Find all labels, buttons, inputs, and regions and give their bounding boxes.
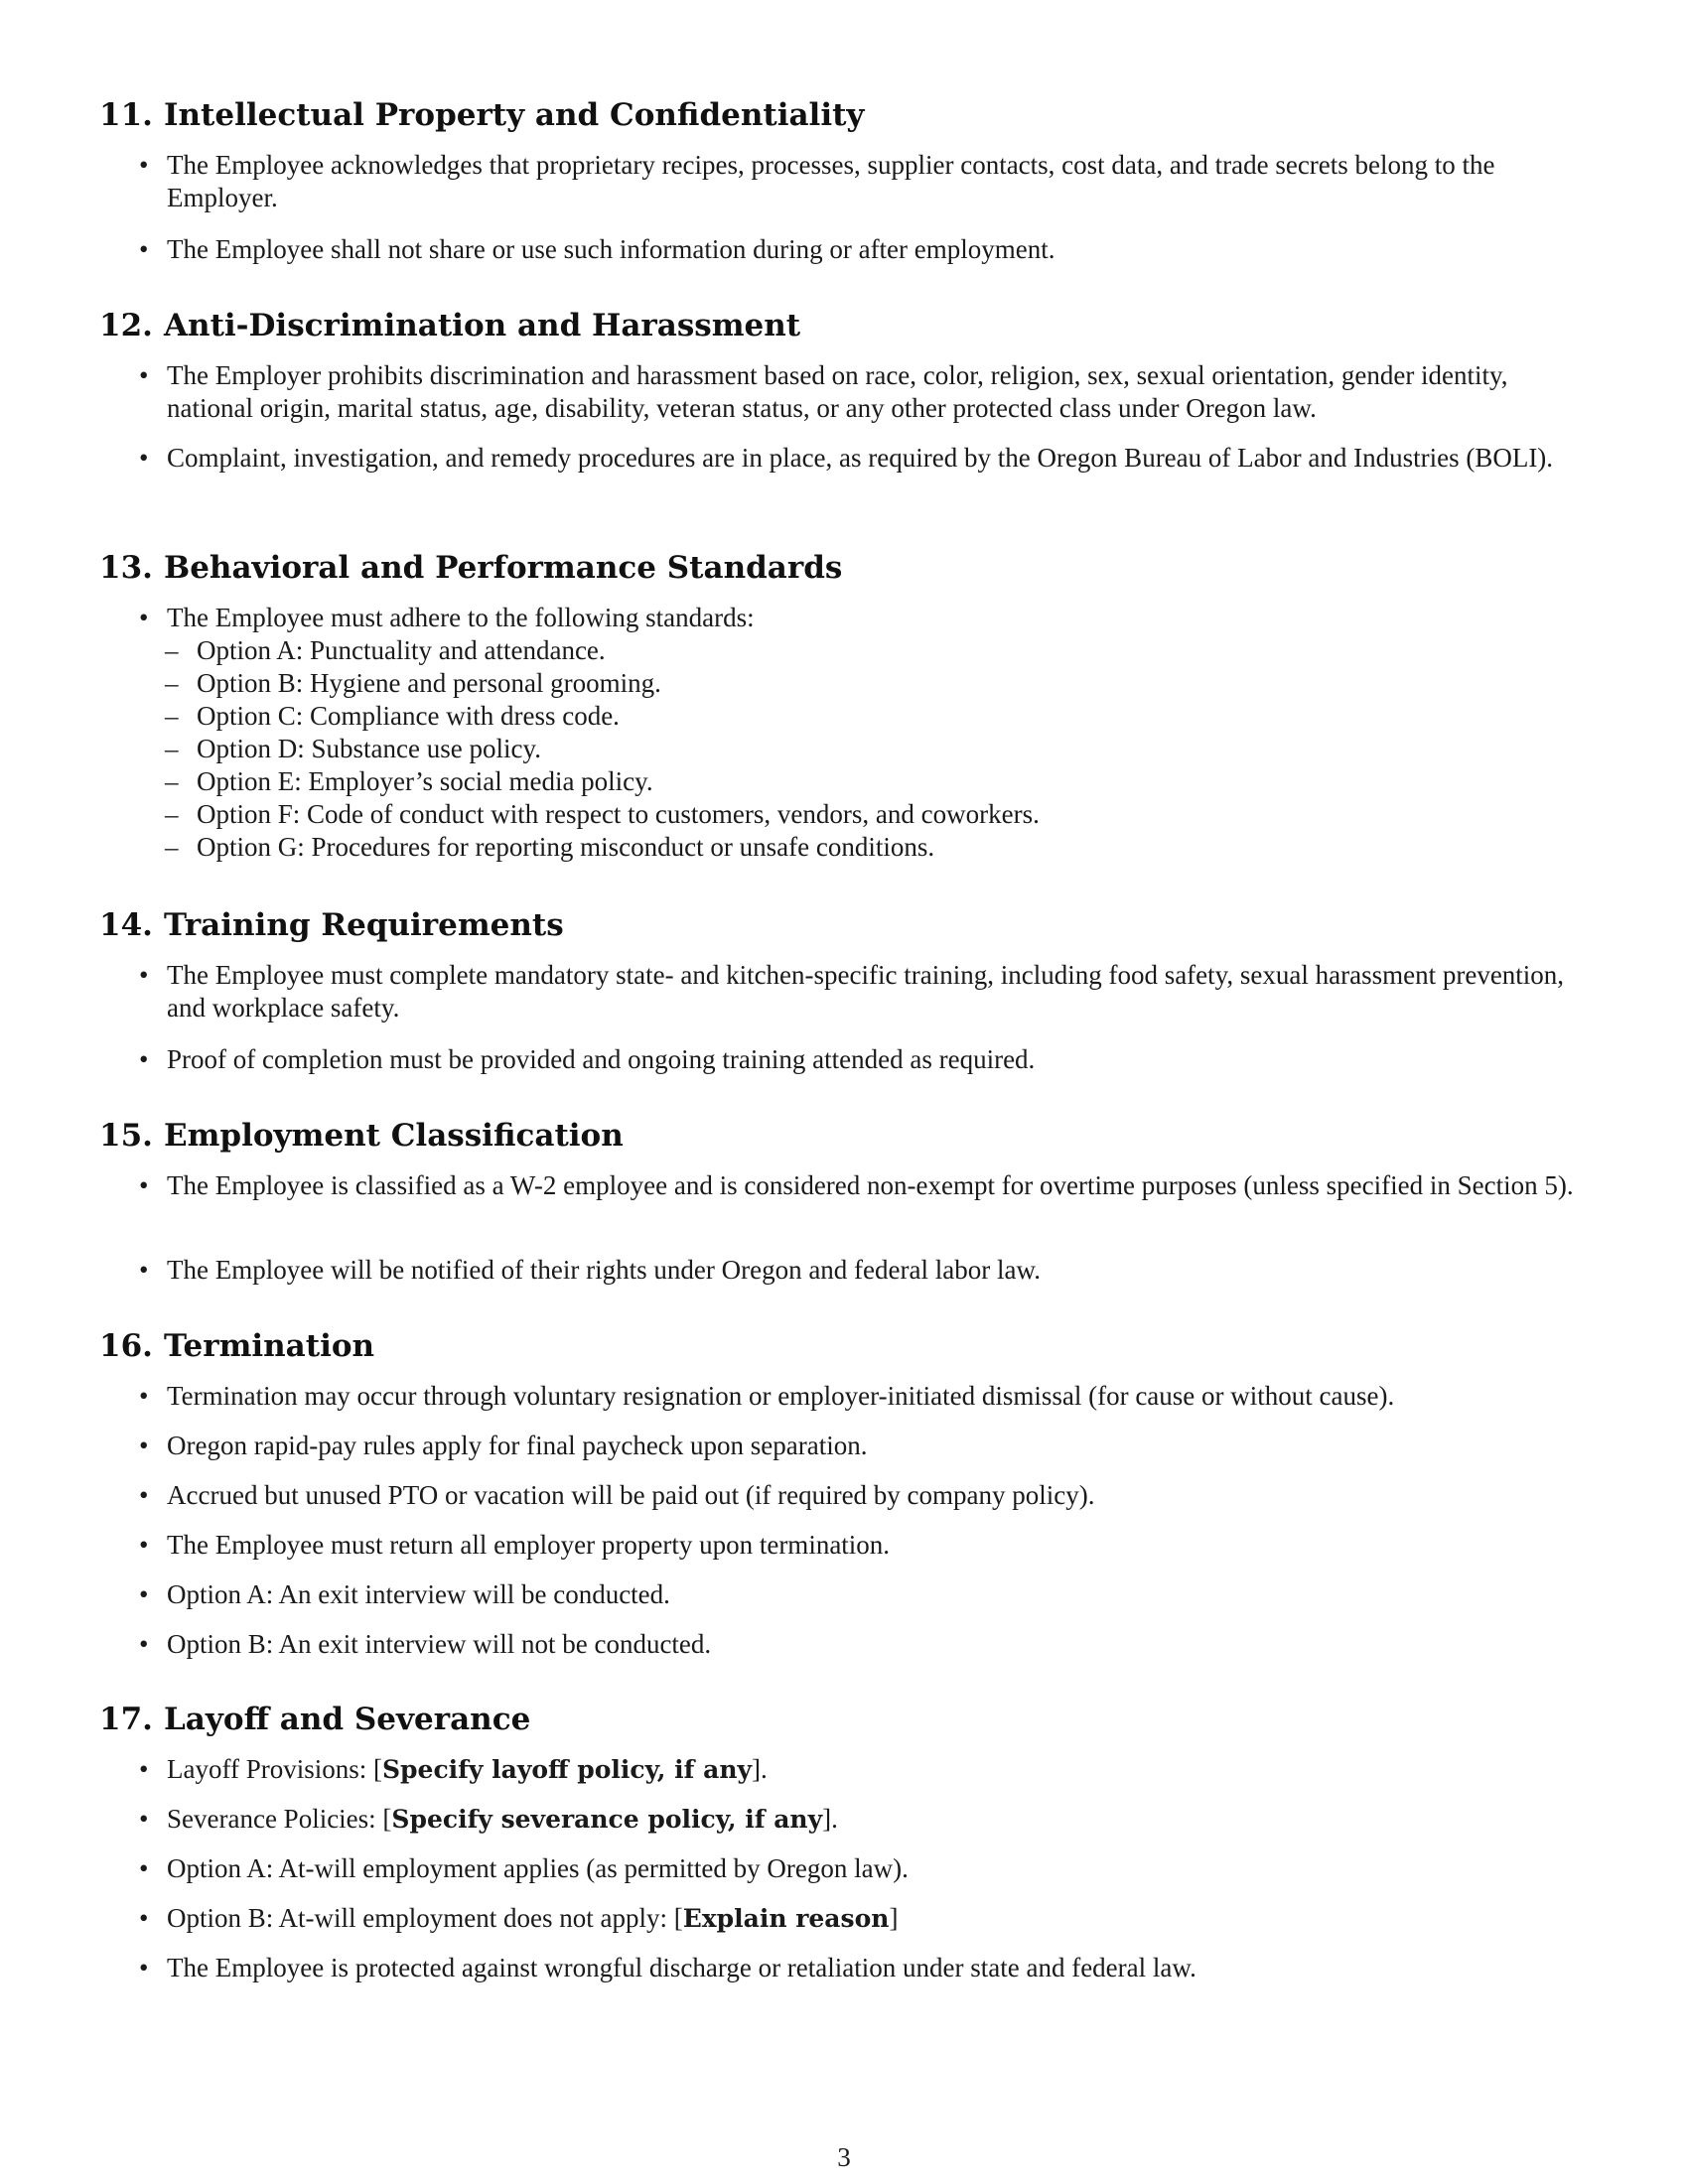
list-item: • The Employee must adhere to the following standards: [139, 603, 755, 632]
sub-list-item: – Option C: Compliance with dress code. [165, 701, 620, 731]
section-15-heading [99, 1116, 624, 1156]
bullet-icon: • [139, 1255, 149, 1285]
list-item: • Oregon rapid-pay rules apply for final paycheck upon separation. [139, 1431, 868, 1460]
section-number: 17. [99, 1702, 153, 1737]
bullet-icon: • [139, 1953, 149, 1982]
list-item-layoff-provisions: • Layoff Provisions: [Specify layoff policy, if any]. [139, 1754, 768, 1784]
list-item: • The Employer prohibits discrimination and harassment based on race, color, religion, sex, sexual orientation, gender identity, national origin, marital status, age, disability, veteran status, or any other protected class under Oregon law. [139, 360, 1508, 423]
section-13-heading [99, 548, 842, 588]
bullet-icon: • [139, 1754, 149, 1784]
list-item: • The Employee acknowledges that proprietary recipes, processes, supplier contacts, cost data, and trade secrets belong to the Employer. [139, 150, 1495, 212]
list-item: • The Employee will be notified of their rights under Oregon and federal labor law. [139, 1255, 1041, 1285]
section-14-heading [99, 905, 564, 945]
section-title: Behavioral and Performance Standards [164, 550, 843, 586]
bullet-icon: • [139, 960, 149, 990]
placeholder-field: Specify severance policy, if any [391, 1805, 823, 1834]
bullet-icon: • [139, 1044, 149, 1074]
list-item: • The Employee must complete mandatory state- and kitchen-specific training, including food safety, sexual harassment prevention, and workplace safety. [139, 960, 1565, 1023]
list-item: • The Employee shall not share or use such information during or after employment. [139, 234, 1055, 264]
section-number: 16. [99, 1328, 153, 1364]
dash-icon: – [165, 832, 179, 862]
dash-icon: – [165, 701, 179, 731]
bullet-icon: • [139, 150, 149, 180]
list-item: • Proof of completion must be provided and ongoing training attended as required. [139, 1044, 1036, 1074]
section-title: Termination [164, 1328, 375, 1364]
sub-list-item: – Option E: Employer’s social media policy. [165, 766, 653, 796]
section-title: Intellectual Property and Confidentiality [164, 97, 865, 133]
dash-icon: – [165, 668, 179, 698]
list-item: • Option B: An exit interview will not be conducted. [139, 1629, 712, 1659]
bullet-icon: • [139, 360, 149, 390]
dash-icon: – [165, 799, 179, 829]
section-11-heading [99, 95, 864, 135]
section-12-heading [99, 306, 800, 345]
section-number: 13. [99, 550, 153, 586]
bullet-icon: • [139, 1170, 149, 1200]
list-item: • Option B: At-will employment does not apply: [Explain reason] [139, 1903, 899, 1933]
section-title: Training Requirements [164, 907, 564, 943]
sub-list-item: – Option G: Procedures for reporting misconduct or unsafe conditions. [165, 832, 935, 862]
list-item: • The Employee is classified as a W-2 employee and is considered non-exempt for overtime purposes (unless specified in Section 5). [139, 1170, 1574, 1200]
section-17-heading [99, 1700, 530, 1739]
bullet-icon: • [139, 1480, 149, 1510]
bullet-icon: • [139, 1530, 149, 1560]
bullet-icon: • [139, 1579, 149, 1609]
section-16-heading [99, 1326, 374, 1366]
list-item-severance-policies: • Severance Policies: [Specify severance policy, if any]. [139, 1804, 838, 1834]
sub-list-item: – Option D: Substance use policy. [165, 734, 541, 763]
section-title: Anti-Discrimination and Harassment [164, 308, 801, 343]
list-item: • Option A: An exit interview will be conducted. [139, 1579, 670, 1609]
dash-icon: – [165, 734, 179, 763]
bullet-icon: • [139, 1629, 149, 1659]
page-number: 3 [837, 2142, 851, 2172]
section-number: 14. [99, 907, 153, 943]
bullet-icon: • [139, 603, 149, 632]
bullet-icon: • [139, 1853, 149, 1883]
bullet-icon: • [139, 1804, 149, 1834]
bullet-icon: • [139, 1903, 149, 1933]
dash-icon: – [165, 635, 179, 665]
section-title: Layoff and Severance [164, 1702, 531, 1737]
section-number: 15. [99, 1118, 153, 1154]
section-title: Employment Classification [164, 1118, 624, 1154]
bullet-icon: • [139, 234, 149, 264]
list-item: • The Employee must return all employer property upon termination. [139, 1530, 891, 1560]
sub-list-item: – Option F: Code of conduct with respect to customers, vendors, and coworkers. [165, 799, 1040, 829]
section-number: 11. [99, 97, 153, 133]
list-item: • Accrued but unused PTO or vacation will be paid out (if required by company policy). [139, 1480, 1095, 1510]
placeholder-field: Specify layoff policy, if any [382, 1755, 753, 1784]
bullet-icon: • [139, 1431, 149, 1460]
sub-list-item: – Option A: Punctuality and attendance. [165, 635, 606, 665]
bullet-icon: • [139, 1381, 149, 1411]
dash-icon: – [165, 766, 179, 796]
section-number: 12. [99, 308, 153, 343]
list-item: • Option A: At-will employment applies (as permitted by Oregon law). [139, 1853, 909, 1883]
bullet-icon: • [139, 443, 149, 473]
sub-list-item: – Option B: Hygiene and personal grooming. [165, 668, 661, 698]
placeholder-field: Explain reason [682, 1904, 890, 1933]
list-item: • The Employee is protected against wrongful discharge or retaliation under state and federal law. [139, 1953, 1196, 1982]
list-item: • Complaint, investigation, and remedy procedures are in place, as required by the Oregon Bureau of Labor and Industries (BOLI). [139, 443, 1554, 473]
list-item: • Termination may occur through voluntary resignation or employer-initiated dismissal (for cause or without cause). [139, 1381, 1395, 1411]
